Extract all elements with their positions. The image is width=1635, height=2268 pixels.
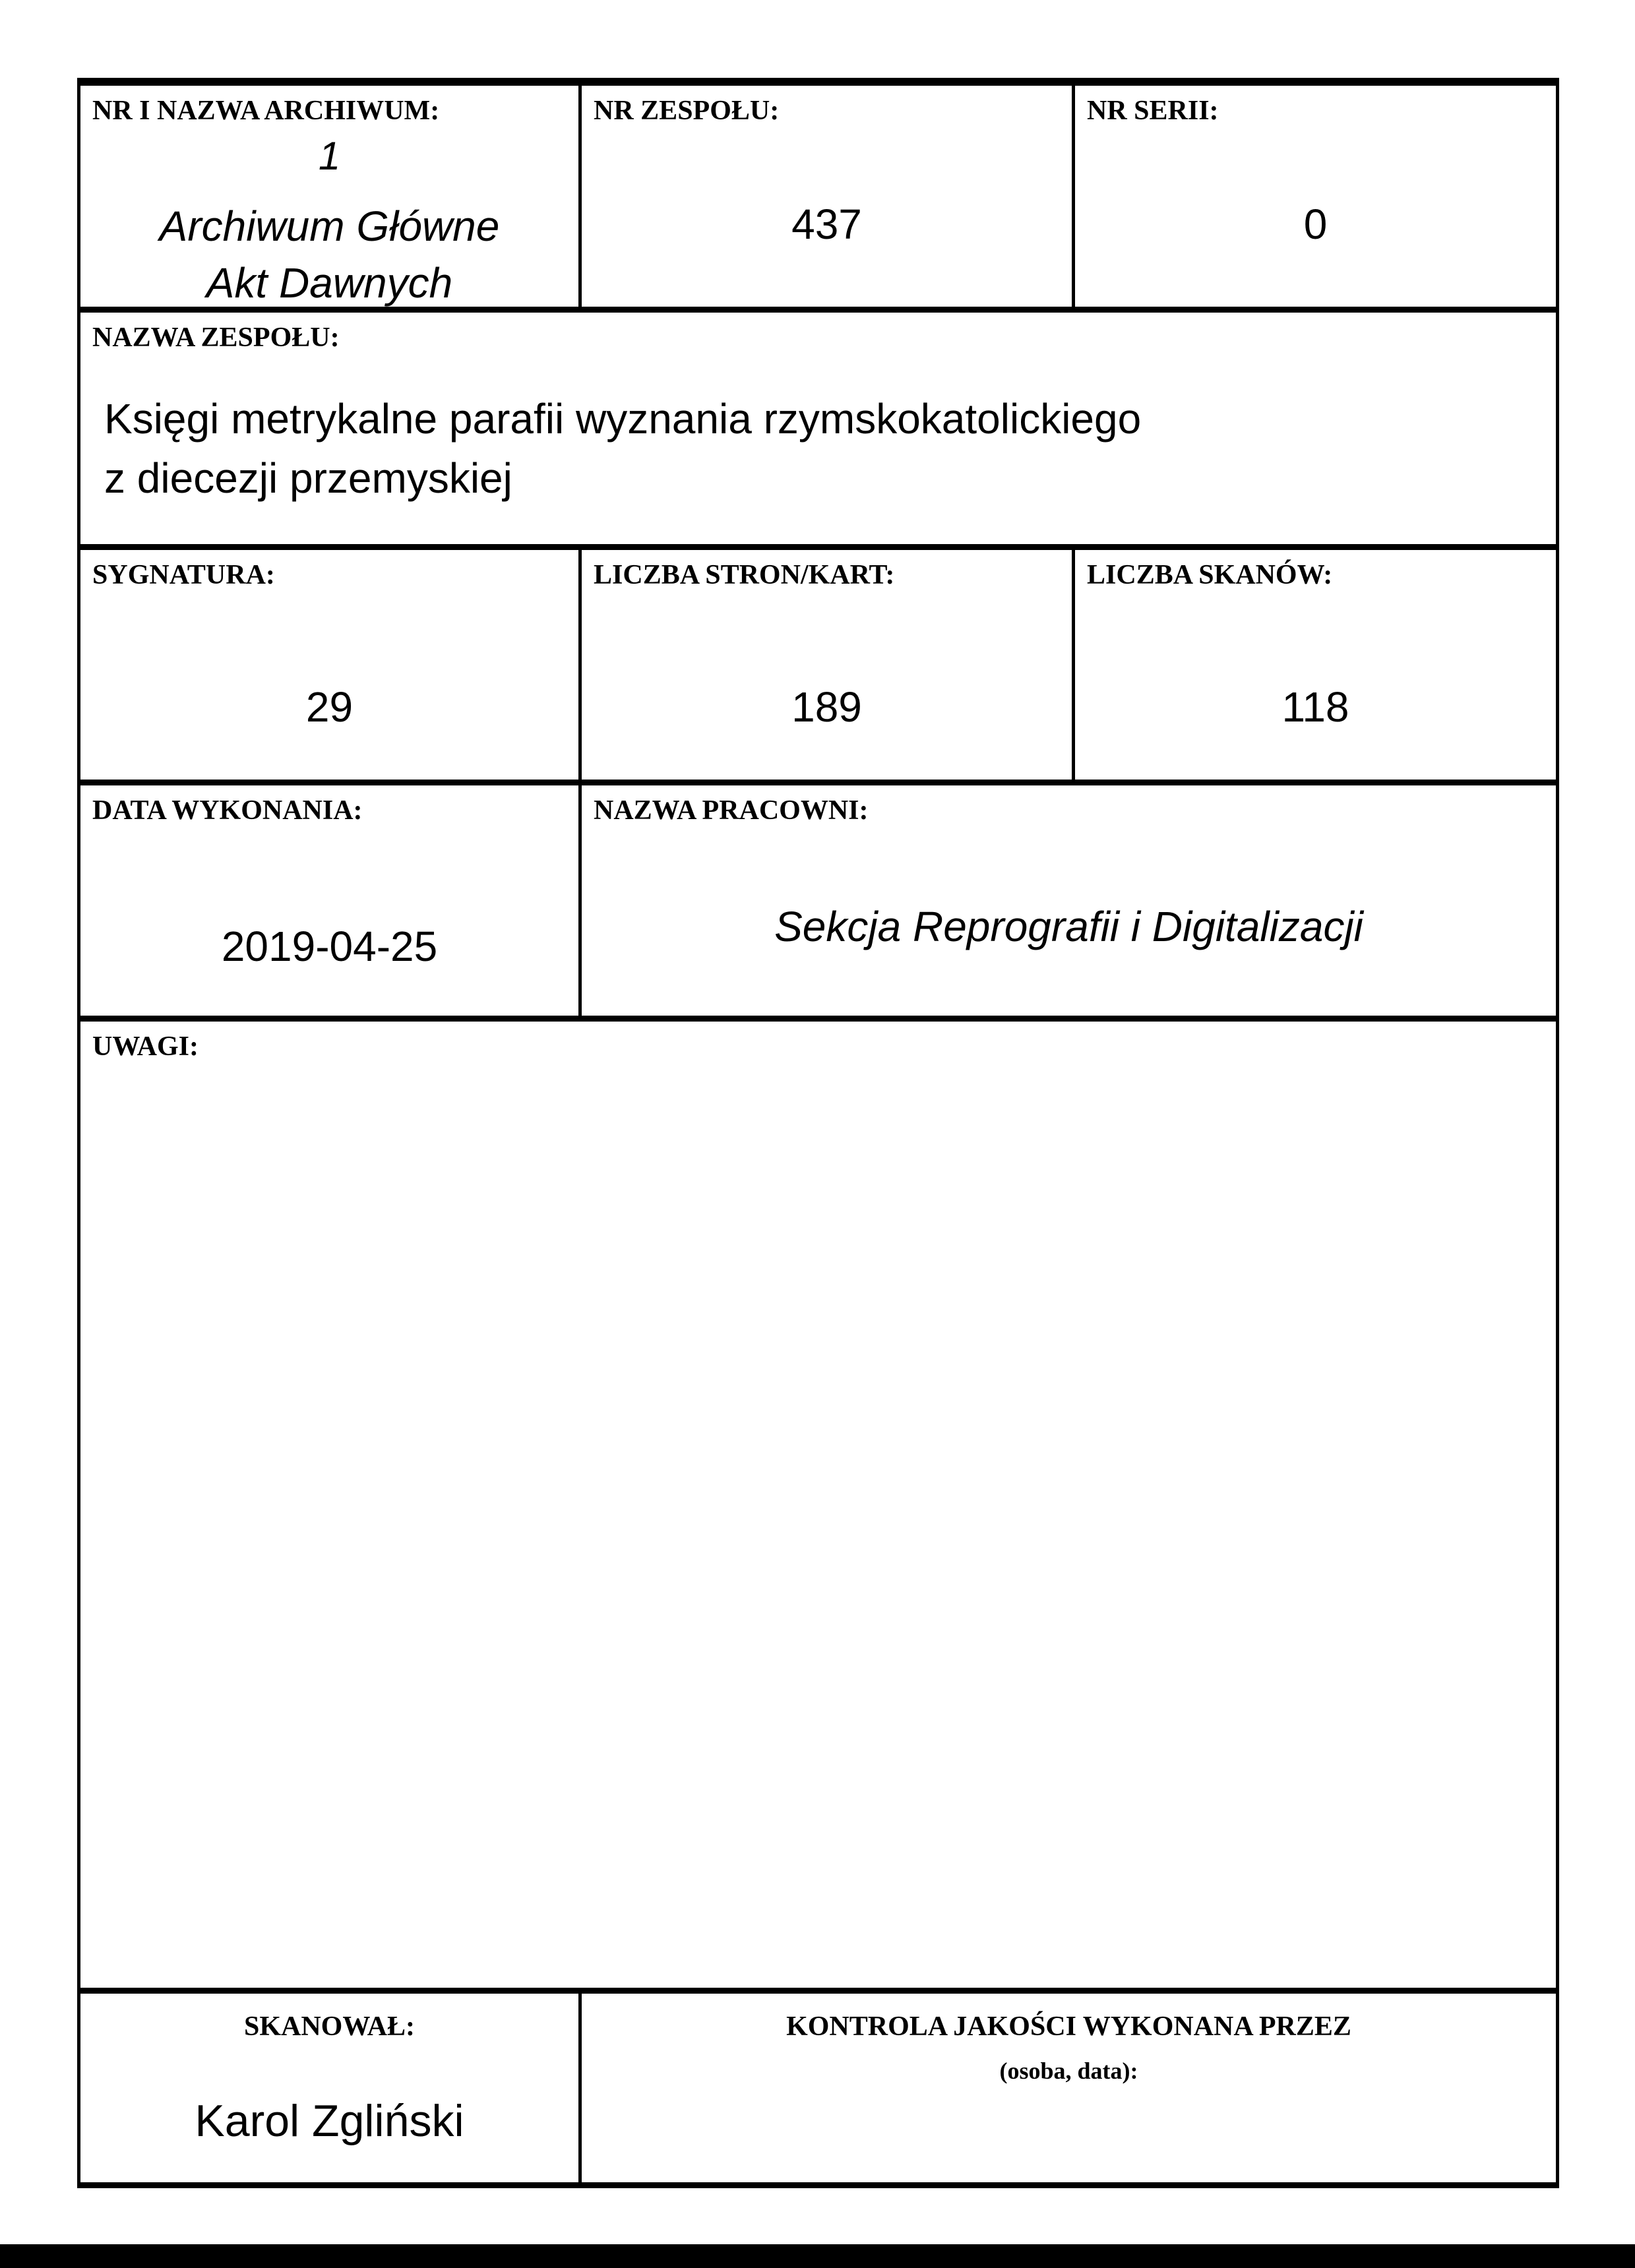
cell-fonds-name <box>80 313 1556 544</box>
fonds-name-label: NAZWA ZESPOŁU: <box>92 322 340 353</box>
row-archive-info <box>80 86 1556 307</box>
fonds-name-line2: z diecezji przemyskiej <box>104 454 512 503</box>
scans-value: 118 <box>1281 683 1349 731</box>
row-fonds-name <box>80 307 1556 544</box>
lab-value: Sekcja Reprografii i Digitalizacji <box>774 902 1363 950</box>
cell-archive <box>80 86 578 307</box>
lab-label: NAZWA PRACOWNI: <box>594 795 869 826</box>
fonds-number-label: NR ZESPOŁU: <box>594 96 780 126</box>
pages-label: LICZBA STRON/KART: <box>594 560 895 590</box>
scans-label: LICZBA SKANÓW: <box>1087 560 1333 590</box>
cell-quality-control <box>578 1994 1556 2182</box>
cell-scan-date <box>80 785 578 1016</box>
quality-control-label: KONTROLA JAKOŚCI WYKONANA PRZEZ <box>786 2011 1351 2042</box>
signature-label: SYGNATURA: <box>92 560 275 590</box>
series-number-value: 0 <box>1303 200 1328 248</box>
cell-scanned-by <box>80 1994 578 2182</box>
row-remarks <box>80 1016 1556 1988</box>
archive-scan-metadata-table <box>77 78 1559 2188</box>
row-counts <box>80 544 1556 780</box>
scanned-by-value: Karol Zgliński <box>195 2096 464 2147</box>
quality-control-sublabel: (osoba, data): <box>999 2058 1138 2085</box>
remarks-label: UWAGI: <box>92 1031 199 1062</box>
archive-value <box>80 127 578 307</box>
archive-name-line2: Akt Dawnych <box>206 259 453 307</box>
cell-remarks <box>80 1022 1556 1988</box>
cell-fonds-number <box>578 86 1072 307</box>
fonds-number-value: 437 <box>791 200 862 248</box>
pages-value: 189 <box>791 683 862 731</box>
cell-lab <box>578 785 1556 1016</box>
archive-label: NR I NAZWA ARCHIWUM: <box>92 96 440 126</box>
scan-date-value: 2019-04-25 <box>221 922 438 970</box>
archive-number: 1 <box>318 134 341 179</box>
row-signatures <box>80 1988 1556 2182</box>
scanned-by-label: SKANOWAŁ: <box>243 2011 416 2042</box>
fonds-name-line1: Księgi metrykalne parafii wyznania rzymskokatolickiego <box>104 395 1142 443</box>
signature-value: 29 <box>305 683 354 731</box>
scan-date-label: DATA WYKONANIA: <box>92 795 363 826</box>
archive-name <box>80 198 578 307</box>
cell-signature <box>80 550 578 780</box>
archive-name-line1: Archiwum Główne <box>159 202 500 251</box>
cell-series-number <box>1072 86 1556 307</box>
scanner-edge-bar <box>0 2244 1635 2268</box>
series-number-label: NR SERII: <box>1087 96 1219 126</box>
cell-pages <box>578 550 1072 780</box>
row-date-lab <box>80 780 1556 1016</box>
cell-scans <box>1072 550 1556 780</box>
fonds-name-value <box>80 389 1556 508</box>
